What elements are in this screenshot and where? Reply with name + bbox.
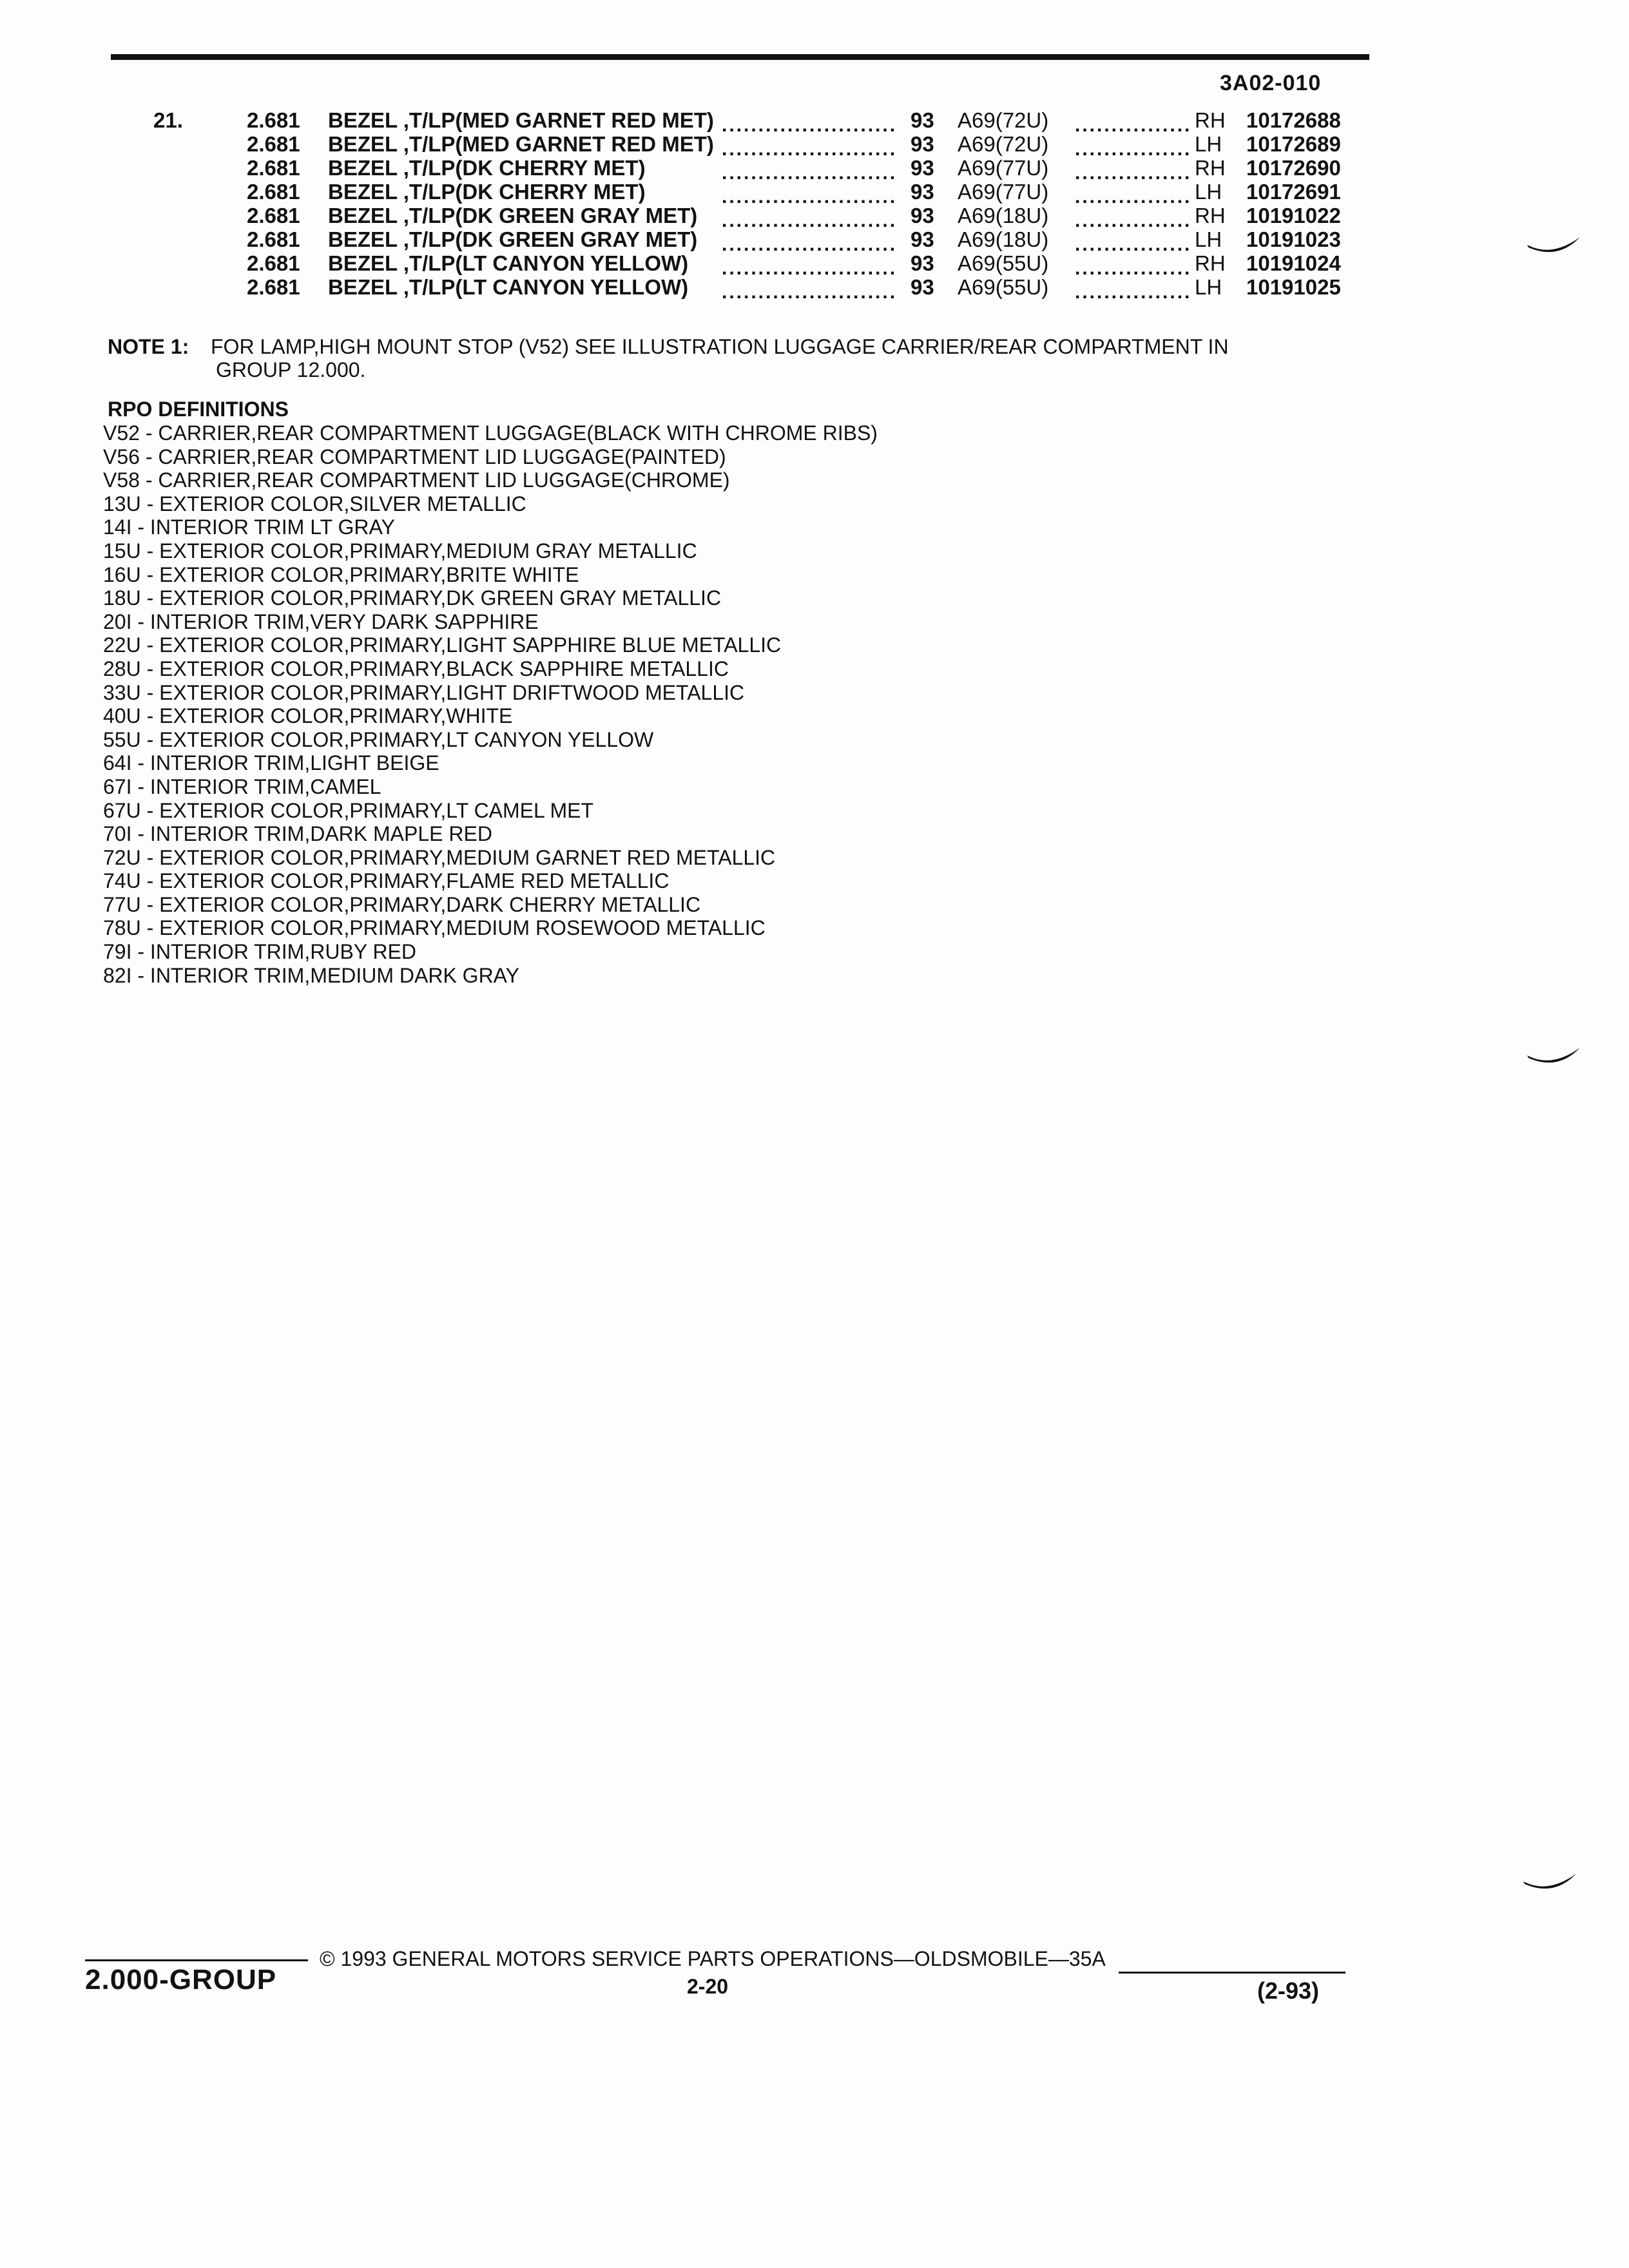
leader-dots: ........................ [722,234,898,255]
rpo-definition: V58 - CARRIER,REAR COMPARTMENT LID LUGGAGE(CHROME) [103,468,730,492]
model-year: 93 [911,132,934,156]
item-number: 21. [153,108,183,132]
part-number: 10172690 [1246,156,1341,180]
leader-dots: ........................ [722,162,898,184]
rpo-definition: 14I - INTERIOR TRIM LT GRAY [103,515,395,539]
leader-dots: ................ [1075,282,1192,303]
model-year: 93 [911,108,934,132]
part-number: 10191025 [1246,275,1341,299]
part-description: BEZEL ,T/LP(DK CHERRY MET) [328,156,646,180]
part-description: BEZEL ,T/LP(MED GARNET RED MET) [328,108,714,132]
side-code: LH [1195,275,1222,299]
model-year: 93 [911,180,934,204]
rpo-definition: 33U - EXTERIOR COLOR,PRIMARY,LIGHT DRIFTWOOD METALLIC [103,680,745,704]
leader-dots: ................ [1075,210,1192,231]
footer-rule-right [1119,1972,1345,1974]
part-description: BEZEL ,T/LP(DK GREEN GRAY MET) [328,204,698,227]
part-description: BEZEL ,T/LP(LT CANYON YELLOW) [328,275,689,299]
rpo-list [103,421,878,987]
table-row [0,204,1629,231]
rpo-definition: 15U - EXTERIOR COLOR,PRIMARY,MEDIUM GRAY METALLIC [103,539,697,562]
table-row [0,156,1629,184]
rpo-definition: 13U - EXTERIOR COLOR,SILVER METALLIC [103,492,526,515]
rpo-definition: 64I - INTERIOR TRIM,LIGHT BEIGE [103,751,439,775]
model-code: A69(18U) [958,227,1049,251]
part-description: BEZEL ,T/LP(LT CANYON YELLOW) [328,251,689,275]
rpo-definition: 18U - EXTERIOR COLOR,PRIMARY,DK GREEN GRAY METALLIC [103,586,722,610]
side-code: LH [1195,227,1222,251]
leader-dots: ................ [1075,162,1192,184]
leader-dots: ........................ [722,115,898,136]
part-number: 10172691 [1246,180,1341,204]
punch-mark-icon [1526,232,1584,264]
side-code: RH [1195,204,1226,227]
rpo-definition: 82I - INTERIOR TRIM,MEDIUM DARK GRAY [103,963,519,987]
schedule-number: 2.681 [247,132,300,156]
side-code: LH [1195,132,1222,156]
part-description: BEZEL ,T/LP(DK CHERRY MET) [328,180,646,204]
model-code: A69(55U) [958,251,1049,275]
rpo-definition: 70I - INTERIOR TRIM,DARK MAPLE RED [103,822,492,846]
schedule-number: 2.681 [247,275,300,299]
note-line-2: GROUP 12.000. [216,358,366,381]
note-line-1: FOR LAMP,HIGH MOUNT STOP (V52) SEE ILLUSTRATION LUGGAGE CARRIER/REAR COMPARTMENT IN [211,335,1229,358]
rpo-definition: 72U - EXTERIOR COLOR,PRIMARY,MEDIUM GARNET RED METALLIC [103,845,776,869]
side-code: RH [1195,108,1226,132]
side-code: RH [1195,156,1226,180]
model-code: A69(72U) [958,132,1049,156]
model-code: A69(55U) [958,275,1049,299]
table-row [0,108,1629,136]
rpo-definition: 16U - EXTERIOR COLOR,PRIMARY,BRITE WHITE [103,562,579,586]
table-row [0,132,1629,160]
rpo-definition: V52 - CARRIER,REAR COMPARTMENT LUGGAGE(BLACK WITH CHROME RIBS) [103,421,878,445]
side-code: LH [1195,180,1222,204]
schedule-number: 2.681 [247,156,300,180]
leader-dots: ........................ [722,210,898,231]
note-label: NOTE 1: [108,335,189,358]
leader-dots: ........................ [722,186,898,207]
model-year: 93 [911,251,934,275]
part-number: 10191024 [1246,251,1341,275]
rpo-definition: 77U - EXTERIOR COLOR,PRIMARY,DARK CHERRY METALLIC [103,892,701,916]
model-code: A69(18U) [958,204,1049,227]
rpo-title: RPO DEFINITIONS [108,398,289,421]
rpo-definition: 78U - EXTERIOR COLOR,PRIMARY,MEDIUM ROSEWOOD METALLIC [103,916,766,940]
rpo-definition: V56 - CARRIER,REAR COMPARTMENT LID LUGGAGE(PAINTED) [103,445,726,468]
schedule-number: 2.681 [247,108,300,132]
top-rule [111,54,1369,60]
leader-dots: ........................ [722,139,898,160]
leader-dots: ........................ [722,258,898,279]
table-row [0,180,1629,207]
schedule-number: 2.681 [247,180,300,204]
model-code: A69(77U) [958,180,1049,204]
part-number: 10172688 [1246,108,1341,132]
schedule-number: 2.681 [247,204,300,227]
footer-page-number: 2-20 [687,1975,729,1998]
part-number: 10191023 [1246,227,1341,251]
rpo-definition: 20I - INTERIOR TRIM,VERY DARK SAPPHIRE [103,610,539,633]
side-code: RH [1195,251,1226,275]
schedule-number: 2.681 [247,251,300,275]
page-code: 3A02-010 [1220,71,1322,95]
leader-dots: ........................ [722,282,898,303]
part-description: BEZEL ,T/LP(MED GARNET RED MET) [328,132,714,156]
model-code: A69(72U) [958,108,1049,132]
model-year: 93 [911,204,934,227]
leader-dots: ................ [1075,234,1192,255]
schedule-number: 2.681 [247,227,300,251]
footer-rule-left [85,1959,308,1961]
model-code: A69(77U) [958,156,1049,180]
leader-dots: ................ [1075,139,1192,160]
punch-mark-icon [1522,1869,1580,1901]
punch-mark-icon [1526,1043,1584,1075]
model-year: 93 [911,156,934,180]
model-year: 93 [911,227,934,251]
table-row [0,227,1629,255]
rpo-definition: 28U - EXTERIOR COLOR,PRIMARY,BLACK SAPPHIRE METALLIC [103,657,729,680]
table-row [0,275,1629,303]
rpo-definition: 22U - EXTERIOR COLOR,PRIMARY,LIGHT SAPPHIRE BLUE METALLIC [103,633,782,657]
footer-copyright: © 1993 GENERAL MOTORS SERVICE PARTS OPERATIONS—OLDSMOBILE—35A [320,1947,1106,1970]
part-description: BEZEL ,T/LP(DK GREEN GRAY MET) [328,227,698,251]
rpo-definition: 79I - INTERIOR TRIM,RUBY RED [103,940,416,964]
rpo-definition: 74U - EXTERIOR COLOR,PRIMARY,FLAME RED METALLIC [103,869,670,893]
leader-dots: ................ [1075,186,1192,207]
footer-date: (2-93) [1257,1977,1320,2004]
leader-dots: ................ [1075,115,1192,136]
footer-group: 2.000-GROUP [85,1964,277,1995]
table-row [0,251,1629,279]
leader-dots: ................ [1075,258,1192,279]
parts-table [0,108,1629,303]
rpo-definition: 67U - EXTERIOR COLOR,PRIMARY,LT CAMEL MET [103,798,594,822]
part-number: 10191022 [1246,204,1341,227]
model-year: 93 [911,275,934,299]
rpo-definition: 40U - EXTERIOR COLOR,PRIMARY,WHITE [103,704,513,728]
rpo-definition: 55U - EXTERIOR COLOR,PRIMARY,LT CANYON YELLOW [103,727,654,751]
note-block [108,335,1396,381]
rpo-definition: 67I - INTERIOR TRIM,CAMEL [103,774,381,798]
part-number: 10172689 [1246,132,1341,156]
